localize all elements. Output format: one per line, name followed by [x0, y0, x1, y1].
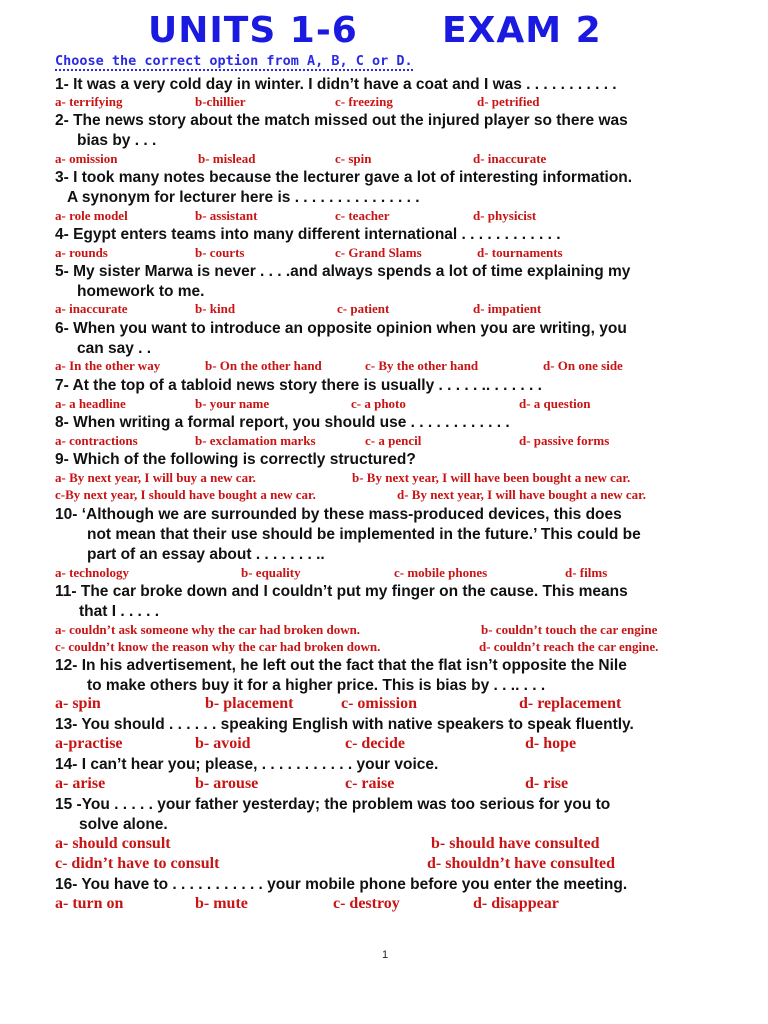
option-c: c- mobile phones [394, 565, 488, 580]
option-c: c- Grand Slams [335, 245, 422, 260]
option-a: a- spin [55, 695, 101, 712]
options-14 [55, 775, 765, 795]
option-a: a- should consult [55, 835, 171, 852]
option-a: a- role model [55, 208, 128, 223]
option-b: b- couldn’t touch the car engine [481, 622, 658, 637]
option-a: a- couldn’t ask someone why the car had broken down. [55, 622, 361, 637]
question-6 [55, 319, 755, 359]
options-2 [55, 151, 765, 167]
options-8 [55, 433, 765, 449]
option-c: c- spin [335, 151, 372, 166]
option-a: a- contractions [55, 433, 138, 448]
question-text: 5- My sister Marwa is never . . . .and always spends a lot of time explaining my [55, 263, 631, 280]
option-d: d- films [565, 565, 608, 580]
instruction: Choose the correct option from A, B, C or D. [55, 53, 413, 69]
question-text: 2- The news story about the match missed out the injured player so there was [55, 112, 628, 129]
option-d: d- passive forms [519, 433, 610, 448]
title-exam: EXAM 2 [442, 10, 602, 51]
options-9b [55, 487, 765, 503]
option-c: c- decide [345, 735, 405, 752]
question-text: 1- It was a very cold day in winter. I didn’t have a coat and I was . . . . . . . . . . . [55, 76, 617, 93]
question-text: 11- The car broke down and I couldn’t put my finger on the cause. This means [55, 583, 628, 600]
option-d: d- rise [525, 775, 569, 792]
options-9a [55, 470, 765, 486]
question-5 [55, 262, 755, 302]
options-5 [55, 301, 765, 317]
question-text-cont: not mean that their use should be implemented in the future.’ This could be [87, 526, 641, 543]
option-a: a- technology [55, 565, 130, 580]
option-c: c- patient [337, 301, 390, 316]
question-text-cont: that I . . . . . [79, 603, 160, 620]
option-b: b- On the other hand [205, 358, 322, 373]
option-d: d- petrified [477, 94, 540, 109]
options-12 [55, 695, 765, 715]
question-7 [55, 376, 755, 396]
option-c: c- freezing [335, 94, 393, 109]
option-d: d- impatient [473, 301, 542, 316]
question-text-cont: part of an essay about . . . . . . . .. [87, 546, 325, 563]
exam-title [0, 10, 768, 58]
option-d: d- shouldn’t have consulted [427, 855, 616, 872]
question-text: 7- At the top of a tabloid news story there is usually . . . . . .. . . . . . . [55, 377, 542, 394]
option-a: a- turn on [55, 895, 124, 912]
option-d: d- disappear [473, 895, 559, 912]
question-text: 13- You should . . . . . . speaking English with native speakers to speak fluently. [55, 716, 634, 733]
option-b: b- your name [195, 396, 270, 411]
option-d: d- couldn’t reach the car engine. [479, 639, 659, 654]
option-b: b- mute [195, 895, 248, 912]
option-d: d- a question [519, 396, 591, 411]
title-units: UNITS 1-6 [148, 10, 358, 51]
option-c: c- destroy [333, 895, 400, 912]
options-7 [55, 396, 765, 412]
options-13 [55, 735, 765, 755]
option-b: b- kind [195, 301, 236, 316]
option-c: c- teacher [335, 208, 390, 223]
question-11 [55, 582, 755, 622]
options-4 [55, 245, 765, 261]
option-c: c- a photo [351, 396, 406, 411]
question-text: 8- When writing a formal report, you should use . . . . . . . . . . . . [55, 414, 510, 431]
option-d: d- On one side [543, 358, 623, 373]
question-14 [55, 755, 755, 775]
option-d: d- By next year, I will have bought a new car. [397, 487, 646, 502]
question-3 [55, 168, 755, 208]
question-text-cont: A synonym for lecturer here is . . . . . . . . . . . . . . . [67, 189, 420, 206]
option-c: c-By next year, I should have bought a new car. [55, 487, 316, 502]
options-6 [55, 358, 765, 374]
options-3 [55, 208, 765, 224]
option-b: b- courts [195, 245, 245, 260]
option-a: a- rounds [55, 245, 108, 260]
question-text: 16- You have to . . . . . . . . . . . your mobile phone before you enter the meeting. [55, 876, 628, 893]
option-c: c- By the other hand [365, 358, 479, 373]
question-text-cont: bias by . . . [77, 132, 157, 149]
option-a: a- arise [55, 775, 106, 792]
option-a: a- terrifying [55, 94, 123, 109]
option-b: b- arouse [195, 775, 259, 792]
options-16 [55, 895, 765, 915]
option-b: b- placement [205, 695, 294, 712]
question-text: 15 -You . . . . . your father yesterday; the problem was too serious for you to [55, 796, 611, 813]
question-text: 9- Which of the following is correctly structured? [55, 451, 416, 468]
question-text: 3- I took many notes because the lecturer gave a lot of interesting information. [55, 169, 633, 186]
question-text: 10- ‘Although we are surrounded by these mass-produced devices, this does [55, 506, 622, 523]
option-a: a- omission [55, 151, 118, 166]
option-d: d- tournaments [477, 245, 563, 260]
option-d: d- hope [525, 735, 577, 752]
option-a: a- inaccurate [55, 301, 128, 316]
question-2 [55, 111, 755, 151]
question-text-cont: to make others buy it for a higher price. This is bias by . . .. . . . [87, 677, 546, 694]
option-b: b-chillier [195, 94, 246, 109]
option-b: b- mislead [198, 151, 256, 166]
option-a: a-practise [55, 735, 123, 752]
question-12 [55, 656, 755, 696]
question-text: 14- I can’t hear you; please, . . . . . . . . . . . your voice. [55, 756, 439, 773]
question-1 [55, 75, 755, 95]
option-b: b- equality [241, 565, 301, 580]
option-c: c- raise [345, 775, 395, 792]
question-8 [55, 413, 755, 433]
options-15b [55, 855, 765, 875]
option-c: c- omission [341, 695, 417, 712]
question-text: 4- Egypt enters teams into many different international . . . . . . . . . . . . [55, 226, 561, 243]
option-b: b- exclamation marks [195, 433, 316, 448]
question-text: 12- In his advertisement, he left out the fact that the flat isn’t opposite the Nile [55, 657, 627, 674]
option-b: b- By next year, I will have been bought a new car. [352, 470, 631, 485]
question-9 [55, 450, 755, 470]
option-d: d- inaccurate [473, 151, 547, 166]
question-text-cont: homework to me. [77, 283, 205, 300]
page-number: 1 [381, 949, 389, 961]
option-c: c- couldn’t know the reason why the car had broken down. [55, 639, 381, 654]
option-c: c- a pencil [365, 433, 422, 448]
option-d: d- replacement [519, 695, 622, 712]
question-text-cont: solve alone. [79, 816, 168, 833]
option-a: a- a headline [55, 396, 126, 411]
question-15 [55, 795, 755, 835]
options-15a [55, 835, 765, 855]
option-b: b- assistant [195, 208, 258, 223]
option-b: b- should have consulted [431, 835, 600, 852]
question-10 [55, 505, 755, 565]
question-text-cont: can say . . [77, 340, 152, 357]
option-d: d- physicist [473, 208, 537, 223]
options-11b [55, 639, 765, 655]
options-1 [55, 94, 765, 110]
option-a: a- In the other way [55, 358, 161, 373]
question-16 [55, 875, 755, 895]
option-a: a- By next year, I will buy a new car. [55, 470, 256, 485]
option-b: b- avoid [195, 735, 251, 752]
option-c: c- didn’t have to consult [55, 855, 220, 872]
question-text: 6- When you want to introduce an opposite opinion when you are writing, you [55, 320, 627, 337]
options-10 [55, 565, 765, 581]
question-4 [55, 225, 755, 245]
question-13 [55, 715, 755, 735]
options-11a [55, 622, 765, 638]
